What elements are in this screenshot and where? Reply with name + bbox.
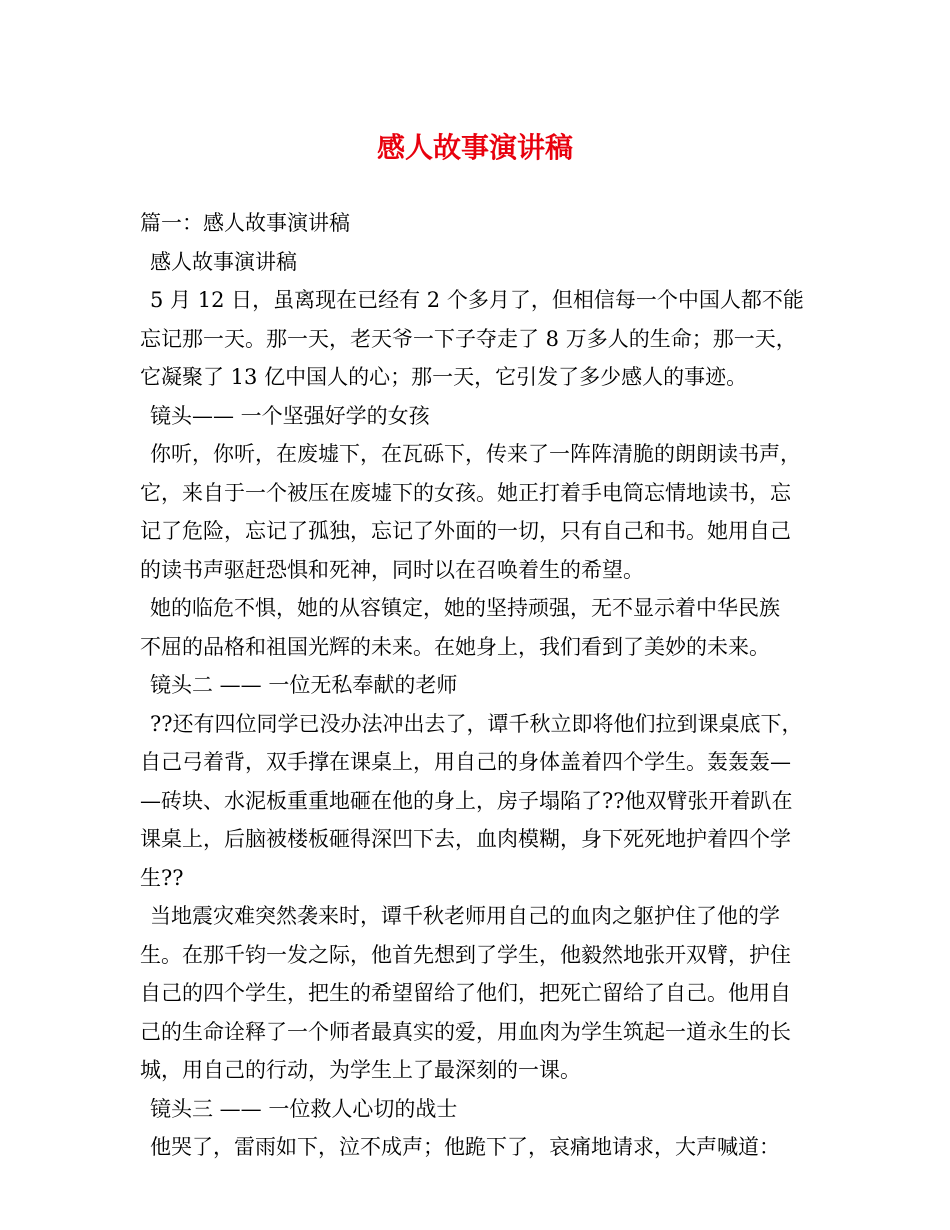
text-line: 的读书声驱赶恐惧和死神，同时以在召唤着生的希望。 <box>140 557 644 582</box>
text-line: 自己弓着背，双手撑在课桌上，用自己的身体盖着四个学生。轰轰轰— <box>140 750 791 774</box>
text-line: 它，来自于一个被压在废墟下的女孩。她正打着手电筒忘情地读书，忘 <box>140 480 791 505</box>
document-title: 感人故事演讲稿 <box>376 131 573 164</box>
text-line: 自己的四个学生，把生的希望留给了他们，把死亡留给了自己。他用自 <box>140 981 791 1005</box>
text-line: 不屈的品格和祖国光辉的未来。在她身上，我们看到了美妙的未来。 <box>140 634 770 659</box>
text-line: ??还有四位同学已没办法冲出去了，谭千秋立即将他们拉到课桌底下， <box>150 711 803 736</box>
text-line: —砖块、水泥板重重地砸在他的身上，房子塌陷了??他双臂张开着趴在 <box>140 788 793 813</box>
text-line: 课桌上，后脑被楼板砸得深凹下去，血肉模糊，身下死死地护着四个学 <box>140 827 791 851</box>
document-body <box>140 204 816 1167</box>
text-line: 篇一：感人故事演讲稿 <box>140 211 350 235</box>
text-line: 她的临危不惧，她的从容镇定，她的坚持顽强，无不显示着中华民族 <box>150 596 780 620</box>
text-line: 镜头—— 一个坚强好学的女孩 <box>150 403 430 428</box>
text-line: 他哭了，雷雨如下，泣不成声；他跪下了，哀痛地请求，大声喊道： <box>150 1135 780 1159</box>
text-line: 你听，你听，在废墟下，在瓦砾下，传来了一阵阵清脆的朗朗读书声， <box>150 442 801 466</box>
text-line: 镜头二 —— 一位无私奉献的老师 <box>150 673 458 697</box>
text-line: 记了危险，忘记了孤独，忘记了外面的一切，只有自己和书。她用自己 <box>140 519 791 543</box>
text-line: 城，用自己的行动，为学生上了最深刻的一课。 <box>140 1058 581 1082</box>
text-line: 5 月 12 日，虽离现在已经有 2 个多月了，但相信每一个中国人都不能 <box>150 288 804 312</box>
text-line: 忘记那一天。那一天，老天爷一下子夺走了 8 万多人的生命；那一天， <box>140 326 797 351</box>
text-line: 它凝聚了 13 亿中国人的心；那一天，它引发了多少感人的事迹。 <box>140 365 748 389</box>
text-line: 生?? <box>140 865 184 890</box>
text-line: 生。在那千钧一发之际，他首先想到了学生，他毅然地张开双臂，护住 <box>140 942 791 967</box>
text-line: 镜头三 —— 一位救人心切的战士 <box>150 1096 458 1121</box>
text-line: 己的生命诠释了一个师者最真实的爱，用血肉为学生筑起一道永生的长 <box>140 1019 791 1044</box>
text-line: 感人故事演讲稿 <box>150 249 297 274</box>
text-line: 当地震灾难突然袭来时，谭千秋老师用自己的血肉之躯护住了他的学 <box>150 904 780 928</box>
